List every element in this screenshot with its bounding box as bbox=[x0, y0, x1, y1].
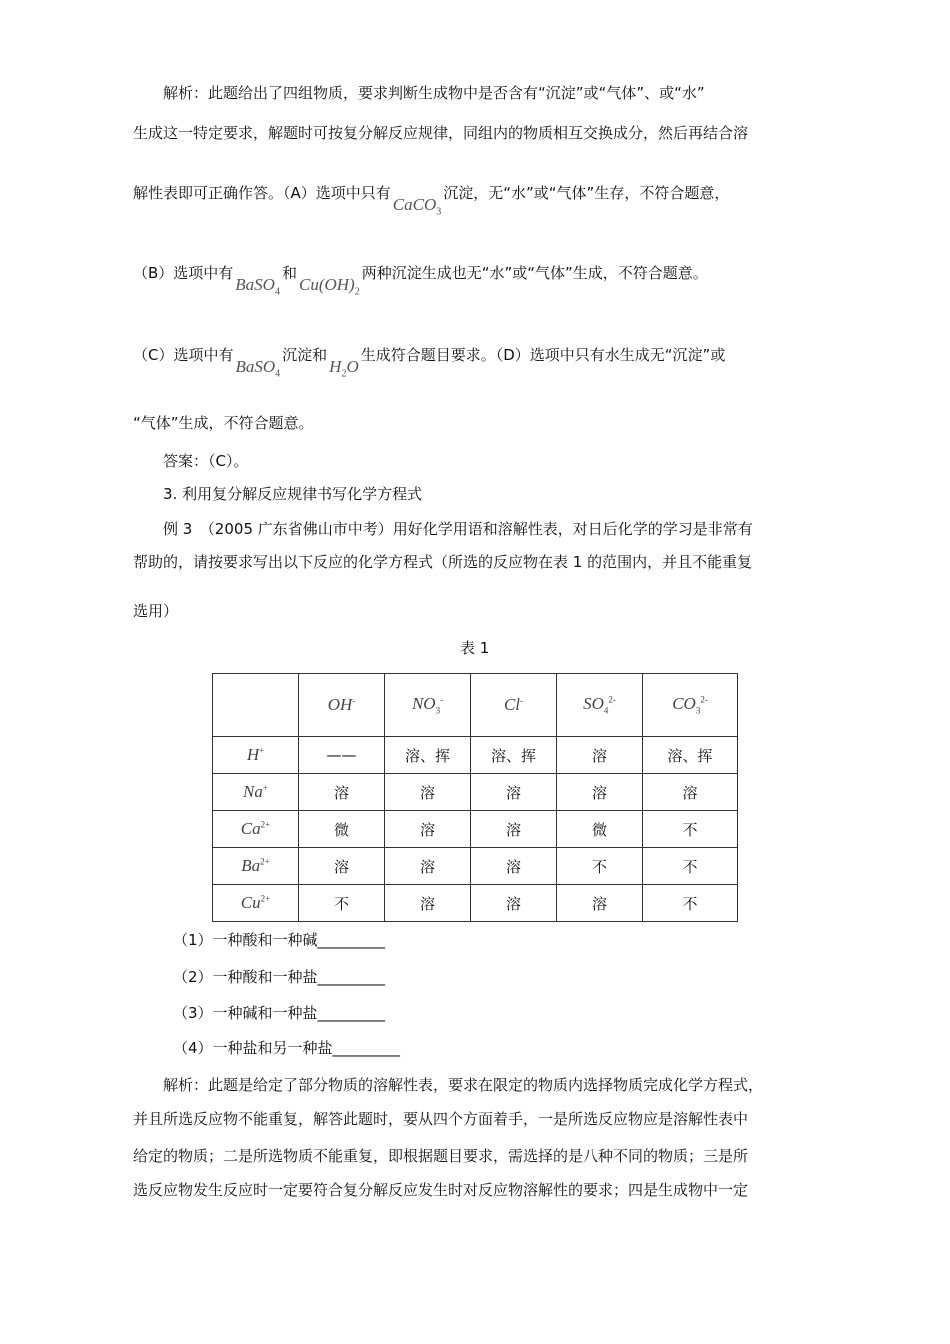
text: - bbox=[520, 695, 524, 706]
table-cell: 溶 bbox=[643, 774, 738, 811]
text: 4 bbox=[603, 705, 609, 716]
text: 2+ bbox=[260, 856, 270, 867]
text: 2+ bbox=[260, 893, 271, 904]
paragraph bbox=[133, 345, 726, 380]
row-header bbox=[213, 737, 299, 774]
paragraph: 帮助的，请按要求写出以下反应的化学方程式（所选的反应物在表 1 的范围内，并且不能重复 bbox=[133, 553, 753, 571]
paragraph: 解析：此题是给定了部分物质的溶解性表，要求在限定的物质内选择物质完成化学方程式， bbox=[163, 1076, 764, 1094]
formula-caco3 bbox=[392, 195, 442, 218]
text: 两种沉淀生成也无“水”或“气体”生成，不符合题意。 bbox=[361, 264, 708, 282]
formula-cuoh2 bbox=[298, 275, 360, 298]
text: 2- bbox=[608, 694, 616, 705]
text: Cl bbox=[503, 695, 521, 714]
table-cell: 不 bbox=[557, 848, 643, 885]
answer: 答案：（C）。 bbox=[163, 452, 249, 470]
table-cell: 溶 bbox=[557, 774, 643, 811]
question: （4）一种盐和另一种盐_________ bbox=[173, 1039, 401, 1057]
row-header bbox=[213, 811, 299, 848]
text: H bbox=[246, 745, 260, 764]
text: BaSO bbox=[235, 275, 275, 294]
text: 2 bbox=[354, 286, 360, 298]
table-cell: 溶 bbox=[385, 848, 471, 885]
column-header bbox=[385, 674, 471, 737]
table-cell: 溶、挥 bbox=[385, 737, 471, 774]
formula-baso4 bbox=[235, 275, 280, 298]
table-header-row bbox=[213, 674, 738, 737]
question: （3）一种碱和一种盐_________ bbox=[173, 1004, 386, 1022]
table-cell: 溶 bbox=[471, 885, 557, 922]
column-header bbox=[643, 674, 738, 737]
text: 沉淀和 bbox=[282, 346, 328, 364]
table-cell: 溶 bbox=[471, 774, 557, 811]
text: Cu(OH) bbox=[298, 275, 355, 294]
table-cell: 溶、挥 bbox=[471, 737, 557, 774]
row-header bbox=[213, 848, 299, 885]
text: BaSO bbox=[235, 357, 276, 376]
paragraph: 生成这一特定要求，解题时可按复分解反应规律，同组内的物质相互交换成分，然后再结合溶 bbox=[133, 124, 749, 142]
paragraph: 并且所选反应物不能重复，解答此题时，要从四个方面着手，一是所选反应物应是溶解性表中 bbox=[133, 1110, 749, 1128]
text: 3 bbox=[695, 705, 701, 716]
row-header bbox=[213, 885, 299, 922]
table-row bbox=[213, 848, 738, 885]
text: （C）选项中有 bbox=[133, 346, 234, 364]
paragraph: 给定的物质；二是所选物质不能重复，即根据题目要求，需选择的是八种不同的物质；三是所 bbox=[133, 1147, 749, 1165]
text: Ba bbox=[241, 856, 261, 875]
text: OH bbox=[327, 695, 353, 714]
text: + bbox=[259, 745, 265, 756]
text: 3 bbox=[435, 705, 441, 716]
text: 生成符合题目要求。（D）选项中只有水生成无“沉淀”或 bbox=[360, 346, 726, 364]
paragraph: 解析：此题给出了四组物质，要求判断生成物中是否含有“沉淀”或“气体”、或“水” bbox=[163, 84, 705, 102]
paragraph: 选用） bbox=[133, 602, 179, 620]
text: CaCO bbox=[392, 195, 437, 214]
table-cell: —— bbox=[299, 737, 385, 774]
text: 沉淀，无“水”或“气体”生存，不符合题意， bbox=[443, 184, 730, 202]
table-row bbox=[213, 885, 738, 922]
text: 2+ bbox=[260, 819, 271, 830]
formula-baso4 bbox=[235, 357, 281, 380]
solubility-table bbox=[212, 673, 738, 922]
text: Na bbox=[243, 782, 263, 801]
column-header bbox=[299, 674, 385, 737]
row-header bbox=[213, 774, 299, 811]
text: 和 bbox=[281, 264, 297, 282]
paragraph: “气体”生成，不符合题意。 bbox=[133, 414, 314, 432]
table-cell: 溶 bbox=[299, 848, 385, 885]
paragraph bbox=[133, 263, 708, 298]
section-heading: 3. 利用复分解反应规律书写化学方程式 bbox=[163, 485, 423, 503]
text: 4 bbox=[274, 286, 280, 298]
text: 4 bbox=[275, 368, 281, 380]
column-header bbox=[557, 674, 643, 737]
table-cell: 不 bbox=[643, 885, 738, 922]
corner-cell bbox=[213, 674, 299, 737]
formula-h2o bbox=[329, 357, 359, 380]
table-row bbox=[213, 774, 738, 811]
text: SO bbox=[583, 694, 604, 714]
text: CO bbox=[672, 694, 696, 714]
text: 解性表即可正确作答。（A）选项中只有 bbox=[133, 184, 391, 202]
table-cell: 溶 bbox=[471, 848, 557, 885]
question: （2）一种酸和一种盐_________ bbox=[173, 968, 386, 986]
paragraph: 例 3 （2005 广东省佛山市中考）用好化学用语和溶解性表，对日后化学的学习是非常有 bbox=[163, 520, 753, 538]
text: + bbox=[262, 782, 268, 793]
paragraph: 选反应物发生反应时一定要符合复分解反应发生时对反应物溶解性的要求；四是生成物中一定 bbox=[133, 1181, 749, 1199]
table-row bbox=[213, 737, 738, 774]
table-cell: 溶、挥 bbox=[643, 737, 738, 774]
table-cell: 微 bbox=[557, 811, 643, 848]
text: NO bbox=[411, 694, 436, 714]
text: O bbox=[346, 357, 359, 376]
table-caption: 表 1 bbox=[460, 639, 490, 657]
table-cell: 溶 bbox=[557, 737, 643, 774]
text: 2 bbox=[341, 368, 347, 380]
table-cell: 溶 bbox=[557, 885, 643, 922]
table-cell: 微 bbox=[299, 811, 385, 848]
table-cell: 溶 bbox=[471, 811, 557, 848]
question: （1）一种酸和一种碱_________ bbox=[173, 931, 386, 949]
text: （B）选项中有 bbox=[133, 264, 234, 282]
column-header bbox=[471, 674, 557, 737]
text: 3 bbox=[436, 206, 442, 218]
table-cell: 溶 bbox=[385, 885, 471, 922]
table-row bbox=[213, 811, 738, 848]
table-cell: 不 bbox=[643, 811, 738, 848]
table-cell: 溶 bbox=[385, 811, 471, 848]
table-cell: 溶 bbox=[385, 774, 471, 811]
table-cell: 不 bbox=[643, 848, 738, 885]
text: - bbox=[440, 694, 444, 705]
text: H bbox=[329, 357, 342, 376]
text: Cu bbox=[240, 893, 261, 912]
table-cell: 溶 bbox=[299, 774, 385, 811]
text: 2- bbox=[700, 694, 708, 705]
table-cell: 不 bbox=[299, 885, 385, 922]
text: Ca bbox=[240, 819, 261, 838]
text: - bbox=[352, 695, 356, 706]
paragraph bbox=[133, 183, 730, 218]
